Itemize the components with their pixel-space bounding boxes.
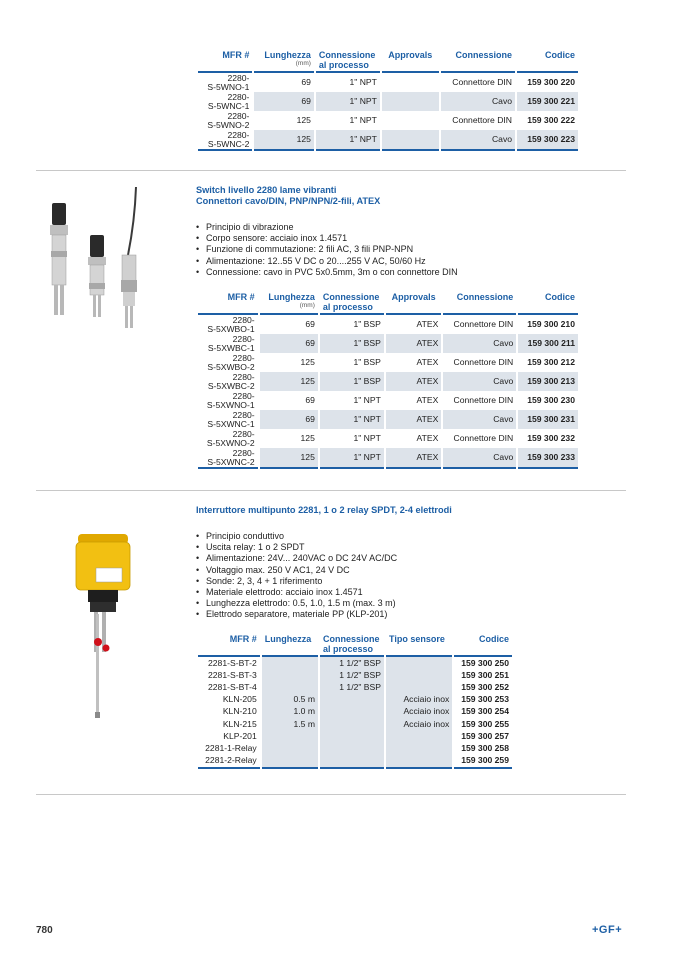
cell-sensor — [386, 755, 452, 769]
cell-approvals — [382, 111, 439, 130]
bullet-item: • Sonde: 2, 3, 4 + 1 riferimento — [196, 576, 397, 587]
product-image-vibrating-switches — [40, 185, 150, 335]
cell-length: 69 — [260, 334, 318, 353]
cell-sensor: Acciaio inox — [386, 706, 452, 718]
table-row — [198, 353, 578, 372]
divider — [36, 794, 626, 795]
cell-length: 69 — [254, 92, 313, 111]
table-header-row — [198, 292, 578, 313]
cell-approvals: ATEX — [386, 448, 441, 469]
cell-connection: Connettore DIN — [452, 77, 513, 87]
col-approvals: Approvals — [388, 50, 433, 60]
table-row — [198, 73, 578, 92]
cell-sensor: Acciaio inox — [386, 694, 452, 706]
col-length-unit: (mm) — [295, 60, 311, 67]
bullet-item: • Funzione di commutazione: 2 fili AC, 3 fili PNP-NPN — [196, 244, 458, 255]
cell-process: 1" NPT — [316, 92, 380, 111]
cell-length: 125 — [300, 433, 315, 443]
cell-mfr: 2280- S-5XWNC-1 — [207, 409, 255, 429]
cell-process — [320, 755, 384, 769]
section-3-title: Interruttore multipunto 2281, 1 o 2 relay SPDT, 2-4 elettrodi — [196, 505, 452, 515]
cell-process: 1" NPT — [353, 395, 381, 405]
col-length: Lunghezza — [264, 634, 312, 644]
cell-sensor: Acciaio inox — [386, 718, 452, 730]
cell-mfr: 2281-S-BT-3 — [208, 669, 257, 680]
cell-connection: Cavo — [441, 130, 515, 151]
cell-process: 1" NPT — [320, 410, 384, 429]
cell-mfr: 2280- S-5XWNO-1 — [206, 390, 255, 410]
cell-code: 159 300 259 — [454, 755, 512, 769]
cell-approvals — [382, 130, 439, 151]
cell-approvals: ATEX — [416, 357, 439, 367]
cell-code: 159 300 231 — [518, 410, 578, 429]
cell-length — [262, 681, 318, 693]
table-row — [198, 730, 512, 742]
table-row — [198, 92, 578, 111]
col-length: Lunghezza (mm) — [254, 50, 313, 71]
cell-connection: Connettore DIN — [453, 357, 514, 367]
cell-sensor — [386, 730, 452, 742]
cell-length: 69 — [301, 77, 311, 87]
cell-connection: Cavo — [443, 410, 516, 429]
cell-code: 159 300 255 — [461, 718, 509, 729]
cell-connection: Connettore DIN — [453, 319, 514, 329]
bullet-item: • Principio di vibrazione — [196, 222, 458, 233]
cell-process — [320, 730, 384, 742]
cell-mfr: KLN-210 — [222, 706, 257, 717]
cell-length: 69 — [305, 319, 315, 329]
cell-length — [262, 755, 318, 769]
table-row — [198, 742, 512, 754]
cell-process: 1" BSP — [320, 334, 384, 353]
cell-process: 1 1/2" BSP — [320, 681, 384, 693]
bullet-item: • Voltaggio max. 250 V AC1, 24 V DC — [196, 565, 397, 576]
cell-code: 159 300 252 — [461, 681, 509, 692]
cell-code: 159 300 223 — [517, 130, 578, 151]
table-row — [198, 694, 512, 706]
cell-length — [262, 657, 318, 669]
table-row — [198, 681, 512, 693]
table-row — [198, 410, 578, 429]
cell-process — [320, 718, 384, 730]
cell-code: 159 300 233 — [518, 448, 578, 469]
cell-length: 125 — [300, 357, 315, 367]
table-row — [198, 755, 512, 769]
cell-code: 159 300 232 — [527, 433, 575, 443]
cell-mfr: KLP-201 — [223, 730, 257, 741]
table-row — [198, 130, 578, 151]
cell-code: 159 300 257 — [461, 730, 509, 741]
cell-length: 69 — [305, 395, 315, 405]
cell-code: 159 300 222 — [527, 115, 575, 125]
cell-mfr: 2281-S-BT-2 — [208, 657, 257, 668]
cell-process — [320, 706, 384, 718]
table-row — [198, 391, 578, 410]
col-length-unit: (mm) — [299, 302, 315, 309]
divider — [36, 490, 626, 491]
cell-approvals — [382, 73, 439, 92]
product-image-multipoint-switch — [72, 530, 134, 722]
cell-length: 1.5 m — [262, 718, 318, 730]
cell-approvals: ATEX — [416, 433, 439, 443]
cell-code: 159 300 211 — [518, 334, 578, 353]
col-approvals: Approvals — [391, 292, 436, 302]
cell-process: 1" NPT — [349, 115, 377, 125]
cell-process: 1" BSP — [320, 372, 384, 391]
col-sensor: Tipo sensore — [389, 634, 445, 644]
col-process: Connessione al processo — [323, 634, 380, 654]
cell-code: 159 300 220 — [527, 77, 575, 87]
cell-mfr: 2280- S-5WNO-2 — [207, 110, 250, 130]
cell-mfr: 2281-1-Relay — [205, 742, 257, 753]
bullet-item: • Principio conduttivo — [196, 531, 397, 542]
gf-logo: +GF+ — [592, 924, 623, 936]
cell-length — [262, 730, 318, 742]
col-length: Lunghezza (mm) — [260, 292, 318, 313]
section-2-bullets — [196, 222, 458, 278]
table-row — [198, 718, 512, 730]
table-header-row — [198, 634, 512, 655]
cell-connection: Cavo — [443, 448, 516, 469]
spec-table-3 — [196, 634, 514, 769]
col-code: Codice — [544, 50, 575, 60]
cell-code: 159 300 253 — [461, 694, 509, 705]
cell-process: 1" BSP — [353, 319, 381, 329]
cell-sensor — [386, 742, 452, 754]
cell-approvals — [382, 92, 439, 111]
table-row — [198, 706, 512, 718]
cell-mfr: 2280- S-5WNC-1 — [207, 91, 250, 111]
cell-process: 1" NPT — [316, 130, 380, 151]
table-row — [198, 429, 578, 448]
col-mfr: MFR # — [222, 50, 250, 60]
divider — [36, 170, 626, 171]
cell-mfr: KLN-205 — [222, 694, 257, 705]
bullet-item: • Corpo sensore: acciaio inox 1.4571 — [196, 233, 458, 244]
page-number: 780 — [36, 925, 53, 936]
cell-connection: Connettore DIN — [453, 395, 514, 405]
cell-connection: Cavo — [443, 372, 516, 391]
col-code: Codice — [544, 292, 575, 302]
cell-code: 159 300 221 — [517, 92, 578, 111]
cell-connection: Connettore DIN — [452, 115, 513, 125]
cell-length: 125 — [260, 372, 318, 391]
table-row — [198, 372, 578, 391]
cell-length: 0.5 m — [262, 694, 318, 706]
table-row — [198, 111, 578, 130]
cell-approvals: ATEX — [386, 372, 441, 391]
cell-mfr: 2280- S-5WNO-1 — [207, 72, 250, 92]
table-header-row — [198, 50, 578, 71]
cell-approvals: ATEX — [386, 334, 441, 353]
table-row — [198, 669, 512, 681]
spec-table-1 — [196, 50, 580, 151]
cell-process: 1 1/2" BSP — [320, 669, 384, 681]
cell-process: 1 1/2" BSP — [320, 657, 384, 669]
cell-code: 159 300 250 — [461, 657, 509, 668]
cell-length: 125 — [296, 115, 311, 125]
table-row — [198, 315, 578, 334]
cell-connection: Cavo — [441, 92, 515, 111]
bullet-item: • Elettrodo separatore, materiale PP (KLP-201) — [196, 609, 397, 620]
cell-code: 159 300 230 — [527, 395, 575, 405]
cell-sensor — [386, 657, 452, 669]
cell-mfr: 2280- S-5XWNO-2 — [206, 428, 255, 448]
col-mfr: MFR # — [227, 292, 255, 302]
col-connection: Connessione — [455, 50, 513, 60]
cell-mfr: 2280- S-5WNC-2 — [198, 130, 252, 151]
cell-length — [262, 742, 318, 754]
cell-mfr: 2280- S-5XWBO-2 — [207, 352, 255, 372]
col-process: Connessione al processo — [322, 292, 380, 312]
section-3-bullets — [196, 531, 397, 621]
cell-approvals: ATEX — [416, 395, 439, 405]
cell-code: 159 300 212 — [527, 357, 575, 367]
bullet-item: • Alimentazione: 24V... 240VAC o DC 24V AC/DC — [196, 553, 397, 564]
cell-length — [262, 669, 318, 681]
cell-code: 159 300 258 — [461, 742, 509, 753]
bullet-item: • Materiale elettrodo: acciaio inox 1.4571 — [196, 587, 397, 598]
cell-connection: Connettore DIN — [453, 433, 514, 443]
cell-connection: Cavo — [443, 334, 516, 353]
col-connection: Connessione — [456, 292, 514, 302]
cell-mfr: 2280- S-5XWBO-1 — [207, 314, 255, 334]
cell-length: 125 — [260, 448, 318, 469]
cell-sensor — [386, 681, 452, 693]
cell-process: 1" NPT — [349, 77, 377, 87]
bullet-item: • Connessione: cavo in PVC 5x0.5mm, 3m o con connettore DIN — [196, 267, 458, 278]
col-code: Codice — [478, 634, 509, 644]
cell-mfr: 2281-S-BT-4 — [208, 681, 257, 692]
section-2-title: Switch livello 2280 lame vibranti Connettori cavo/DIN, PNP/NPN/2-fili, ATEX — [196, 185, 381, 206]
cell-code: 159 300 251 — [461, 669, 509, 680]
table-row — [198, 448, 578, 469]
cell-process: 1" NPT — [320, 448, 384, 469]
cell-mfr: 2281-2-Relay — [198, 755, 260, 769]
cell-process — [320, 694, 384, 706]
cell-mfr: 2280- S-5XWBC-1 — [207, 333, 255, 353]
spec-table-2 — [196, 292, 580, 469]
table-row — [198, 334, 578, 353]
cell-approvals: ATEX — [416, 319, 439, 329]
cell-mfr: 2280- S-5XWNC-2 — [198, 448, 258, 469]
cell-mfr: KLN-215 — [222, 718, 257, 729]
bullet-item: • Uscita relay: 1 o 2 SPDT — [196, 542, 397, 553]
bullet-item: • Lunghezza elettrodo: 0.5, 1.0, 1.5 m (max. 3 m) — [196, 598, 397, 609]
col-process: Connessione al processo — [318, 50, 376, 70]
cell-sensor — [386, 669, 452, 681]
col-mfr: MFR # — [229, 634, 257, 644]
table-row — [198, 657, 512, 669]
bullet-item: • Alimentazione: 12..55 V DC o 20....255 V AC, 50/60 Hz — [196, 256, 458, 267]
cell-length: 69 — [260, 410, 318, 429]
cell-code: 159 300 210 — [527, 319, 575, 329]
cell-length: 1.0 m — [262, 706, 318, 718]
cell-process: 1" NPT — [353, 433, 381, 443]
cell-process — [320, 742, 384, 754]
cell-code: 159 300 213 — [518, 372, 578, 391]
cell-mfr: 2280- S-5XWBC-2 — [207, 371, 255, 391]
cell-process: 1" BSP — [353, 357, 381, 367]
cell-length: 125 — [254, 130, 313, 151]
cell-approvals: ATEX — [386, 410, 441, 429]
cell-code: 159 300 254 — [461, 706, 509, 717]
